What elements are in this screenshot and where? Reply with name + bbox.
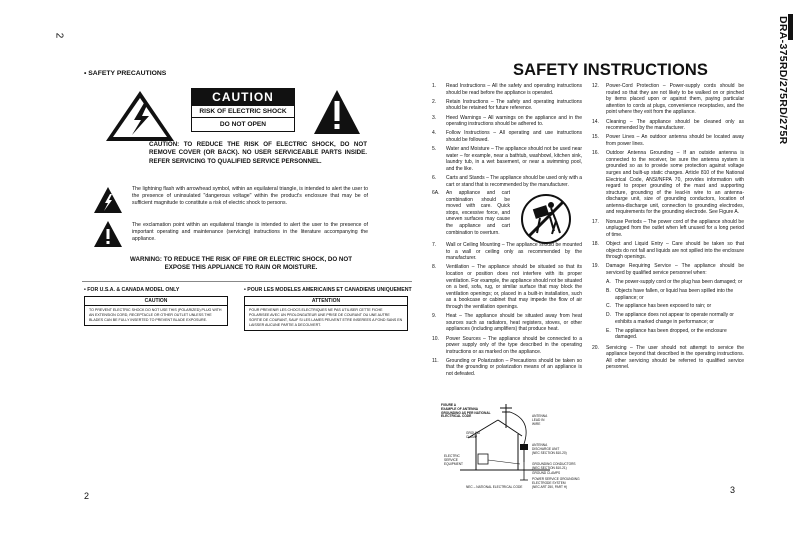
cart-tip-over-icon [520,193,572,245]
exclamation-triangle-small-icon [93,220,123,248]
caution-label [191,88,295,132]
page-title: SAFETY INSTRUCTIONS [513,61,709,79]
item-text: Ventilation – The appliance should be situated so that its location or position does not interfere with its proper ventilation. For example, the appliance should not be situated on a bed, sofa, rug, or similar surface that may block the ventilation openings; or, placed in a built-in installation, such as a bookcase or cabinet that may impede the flow of air through the ventilation openings. [446,264,582,310]
item-text: An appliance and cart combination should be moved with care. Quick stops, excessive force, and uneven surfaces may cause the appliance and cart combination to overturn. [446,190,510,236]
item-text: Power Lines – An outdoor antenna should be located away from power lines. [606,134,744,147]
item-text: Wall or Ceiling Mounting – The appliance should be mounted to a wall or ceiling only as recommended by the manufacturer. [446,242,582,262]
exclamation-triangle-icon [313,89,361,135]
item-number: 8. [432,264,437,271]
item-text: Follow Instructions – All operating and use instructions should be followed. [446,130,582,143]
item-number: 6A. [432,190,440,196]
figure-label-ground-clamp: GROUND CLAMP [466,431,481,439]
lightning-explanation: The lightning flash with arrowhead symbol, within an equilateral triangle, is intended to alert the user to the presence of uninsulated "dangerous voltage" within the product's enclosure that may be of sufficient magnitude to constitute a risk of electric shock to persons. [132,186,368,206]
safety-precautions-heading: • SAFETY PRECAUTIONS [84,70,167,77]
instruction-item [432,83,582,96]
subitem-letter: E. [606,327,611,334]
exclamation-explanation: The exclamation point within an equilateral triangle is intended to alert the user to the presence of important operating and maintenance (servicing) instructions in the literature accompanying the appliance. [132,222,368,242]
item-number: 12. [592,83,599,89]
item-number: 9. [432,313,437,320]
subitem-letter: C. [606,303,611,310]
item-number: 5. [432,146,437,153]
instruction-item [592,345,744,371]
instruction-subitem [606,312,744,325]
instruction-item [432,336,582,356]
caution-statement: CAUTION: TO REDUCE THE RISK OF ELECTRIC SHOCK, DO NOT REMOVE COVER (OR BACK). NO USER SERVICEABLE PARTS INSIDE. REFER SERVICING TO QUALIFIED SERVICE PERSONNEL. [149,141,367,165]
item-number: 6. [432,175,437,182]
divider [82,281,412,282]
item-number: 17. [592,218,599,225]
instruction-item [432,313,582,333]
instruction-item [432,99,582,112]
item-number: 2. [432,98,437,105]
model-name: DRA-375RD/275RD/275R [777,16,789,145]
item-number: 15. [592,134,599,141]
item-number: 3. [432,114,437,121]
item-text: Object and Liquid Entry – Care should be taken so that objects do not fall and liquids are not spilled into the enclosure through openings. [606,241,744,261]
item-number: 11. [432,357,439,364]
instruction-item [592,241,744,261]
item-text: Grounding or Polarization – Precautions should be taken so that the grounding or polarization means of an appliance is not defeated. [446,357,582,378]
item-text: Cleaning – The appliance should be cleaned only as recommended by the manufacturer. [606,118,744,132]
us-caution-text: TO PREVENT ELECTRIC SHOCK DO NOT USE THIS (POLARIZED) PLUG WITH AN EXTENSION CORD, RECEPTACLE OR OTHER OUTLET UNLESS THE BLADES CAN BE FULLY INSERTED TO PREVENT BLADE EXPOSURE. [89,308,222,322]
page-number-left: 2 [84,491,90,501]
figure-label-grounding-conductors: GROUNDING CONDUCTORS (NEC SECTION 810-21) [532,462,576,470]
item-number: 16. [592,150,599,157]
instruction-subitem [606,288,744,301]
instruction-item [592,150,744,216]
subitem-letter: A. [606,279,611,286]
subitem-text: The appliance does not appear to operate normally or exhibits a marked change in performance; or [615,312,734,325]
instruction-item [592,119,744,132]
item-text: Heed Warnings – All warnings on the appliance and in the operating instructions should be adhered to. [446,114,582,128]
item-text: Damage Requiring Service – The appliance should be serviced by qualified service personnel when: [606,263,744,276]
instruction-item [432,146,582,172]
instruction-subitem [606,303,744,310]
instruction-item [592,83,744,116]
instruction-item [432,115,582,128]
instructions-column-1 [432,83,582,191]
item-number: 10. [432,335,439,342]
subitem-text: The power-supply cord or the plug has been damaged; or [615,279,743,286]
item-text: Power-Cord Protection – Power-supply cords should be routed so that they are not likely to be walked on or pinched by items placed upon or against them, paying particular attention to cords at plugs, convenience receptacles, and the point where they exit from the appliance. [606,83,744,116]
us-caution-title: CAUTION [85,297,227,306]
item-number: 4. [432,130,437,137]
item-text: Water and Moisture – The appliance should not be used near water – for example, near a bathtub, washbowl, kitchen sink, laundry tub, in a wet basement, or near a swimming pool, and the like. [446,146,582,172]
figure-label-discharge-unit: ANTENNA DISCHARGE UNIT (NEC SECTION 810-20) [532,443,567,455]
instruction-item [592,263,744,276]
fr-attention-title: ATTENTION [245,297,407,306]
figure-label-lead-in: ANTENNA LEAD IN WIRE [532,414,548,426]
item-text: Carts and Stands – The appliance should be used only with a cart or stand that is recommended by the manufacturer. [446,175,582,188]
caution-label-risk: RISK OF ELECTRIC SHOCK [192,106,294,118]
figure-footnote: NEC – NATIONAL ELECTRICAL CODE [466,485,523,489]
subitem-letter: D. [606,312,611,319]
item-text: Heat – The appliance should be situated away from heat sources such as radiators, heat registers, stoves, or other appliances (including amplifiers) that produce heat. [446,313,582,333]
instruction-subitem [606,279,744,286]
item-text: Read Instructions – All the safety and operating instructions should be read before the appliance is operated. [446,83,582,96]
item-text: Outdoor Antenna Grounding – If an outside antenna is connected to the receiver, be sure the antenna system is grounded so as to provide some protection against voltage surges and built-up static charges. Article 810 of the National Electrical Code, ANSI/NFPA 70, provides information with regard to proper grounding of the mast and supporting structure, grounding of the lead-in wire to an antenna-discharge unit, size of grounding conductors, location of antenna-discharge unit, connection to grounding electrodes, and requirements for the grounding electrode. See Figure A. [606,150,744,216]
figure-label-ground-clamps: GROUND CLAMPS [532,471,561,475]
warning-statement: WARNING: TO REDUCE THE RISK OF FIRE OR ELECTRIC SHOCK, DO NOT EXPOSE THIS APPLIANCE TO RAIN OR MOISTURE. [130,256,352,272]
item-text: Nonuse Periods – The power cord of the appliance should be unplugged from the outlet when left unused for a long period of time. [606,218,744,238]
instruction-item [432,264,582,310]
item-number: 19. [592,263,599,270]
us-caution-box [84,296,228,326]
instruction-item-6a [432,190,510,236]
item-number: 14. [592,118,599,125]
item-text: Servicing – The user should not attempt to service the appliance beyond that described in the operating instructions. All other servicing should be referred to qualified service personnel. [606,344,744,371]
instruction-item [432,175,582,188]
figure-title: FIGURE A EXAMPLE OF ANTENNA GROUNDING AS PER NATIONAL ELECTRICAL CODE [441,403,491,419]
figure-label-service-equipment: ELECTRIC SERVICE EQUIPMENT [444,454,463,466]
item-number: 20. [592,344,599,351]
instruction-item [432,242,582,262]
caution-label-do-not-open: DO NOT OPEN [219,121,267,128]
item-text: Retain Instructions – The safety and operating instructions should be retained for future reference. [446,98,582,112]
item-number: 18. [592,241,599,248]
instruction-item [592,134,744,147]
page-corner-mark: 2 [53,32,65,39]
subitem-text: The appliance has been exposed to rain; or [615,303,712,310]
fr-attention-box [244,296,408,331]
subitem-letter: B. [606,287,611,294]
instruction-item [432,358,582,378]
fr-attention-text: POUR PREVENIR LES CHOCS ELECTRIQUES NE PAS UTILISER CETTE FICHE POLARISEE AVEC UN PROLONGATEUR UNE PRISE DE COURANT OU UNE AUTRE SORTIE DE COURANT, SAUF SI LES LAMES PEUVENT ETRE INSEREES A FOND SANS EN LAISSER AUCUNE PARTIE A DECOUVERT. [249,308,403,327]
instruction-subitem [606,328,744,341]
subitem-text: Objects have fallen, or liquid has been spilled into the appliance; or [615,287,734,301]
item-number: 7. [432,242,437,248]
instructions-column-2 [592,83,744,374]
lightning-triangle-small-icon [93,186,123,214]
item-text: Power Sources – The appliance should be connected to a power supply only of the type described in the operating instructions or as marked on the appliance. [446,335,582,355]
figure-label-electrode-system: POWER SERVICE GROUNDING ELECTRODE SYSTEM (NEC ART 250, PART H) [532,477,580,489]
page-number-right: 3 [730,485,736,495]
us-canada-heading: • FOR U.S.A. & CANADA MODEL ONLY [84,287,180,293]
instruction-item [592,219,744,239]
subitem-text: The appliance has been dropped, or the enclosure damaged. [615,327,727,341]
lightning-triangle-icon [104,89,176,143]
caution-label-title: CAUTION [192,89,294,106]
instructions-column-1b [432,242,582,380]
instruction-item [432,130,582,143]
fr-heading: • POUR LES MODELES AMERICAINS ET CANADIENS UNIQUEMENT [244,287,412,293]
item-number: 1. [432,83,437,89]
